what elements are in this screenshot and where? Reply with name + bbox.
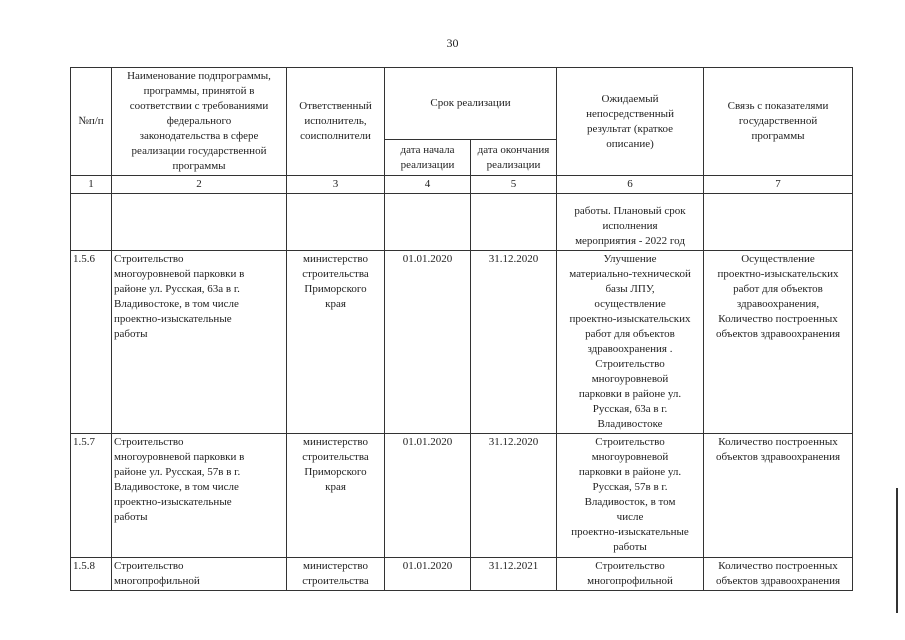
header-name	[112, 68, 287, 176]
header-result-line: результат (краткое	[586, 122, 674, 135]
header-end	[471, 140, 557, 176]
column-number: 2	[112, 176, 287, 194]
link-line: объектов здравоохранения	[715, 575, 841, 587]
table-row-continuation	[71, 194, 853, 251]
name-line: районе ул. Русская, 57в в г.	[114, 466, 241, 478]
header-period	[385, 68, 557, 140]
result-line: Строительство	[595, 358, 665, 370]
header-name-line: законодательства в сфере	[139, 130, 259, 142]
result-line: Русская, 57в в г.	[592, 481, 668, 493]
cell-link	[704, 434, 853, 558]
name-line: работы	[114, 328, 148, 340]
cell-responsible	[287, 251, 385, 434]
column-number-row	[71, 176, 853, 194]
responsible-line: Приморского	[304, 466, 367, 478]
header-result	[557, 68, 704, 176]
scan-edge-mark	[896, 488, 898, 613]
header-name-line: программы, принятой в	[143, 85, 255, 97]
header-end-line: реализации	[486, 158, 541, 171]
result-line: многоуровневой	[591, 373, 669, 385]
column-number: 4	[385, 176, 471, 194]
responsible-line: строительства	[302, 451, 369, 463]
header-resp-line: Ответственный	[299, 100, 372, 112]
header-period-text: Срок реализации	[430, 97, 511, 110]
cell-result	[557, 434, 704, 558]
link-line: здравоохранения,	[736, 298, 820, 310]
table-row	[71, 558, 853, 591]
name-line: Строительство	[114, 560, 184, 572]
cell-link	[704, 251, 853, 434]
result-line: работы	[613, 541, 647, 553]
result-line: работ для объектов	[585, 328, 675, 340]
link-line: объектов здравоохранения	[715, 328, 841, 340]
result-line: Строительство	[595, 560, 665, 572]
column-number: 6	[557, 176, 704, 194]
cell-responsible	[287, 194, 385, 251]
result-line: Владивосток, в том	[584, 496, 676, 508]
result-line: многоуровневой	[591, 451, 669, 463]
header-start-line: реализации	[400, 158, 455, 171]
cell-link	[704, 558, 853, 591]
result-line: Строительство	[595, 436, 665, 448]
cell-name	[112, 194, 287, 251]
header-name-line: реализации государственной	[131, 145, 267, 157]
cell-start	[385, 194, 471, 251]
header-name-line: федерального	[166, 115, 232, 127]
program-table	[70, 67, 853, 591]
cell-num	[71, 194, 112, 251]
cell-name	[112, 434, 287, 558]
header-start	[385, 140, 471, 176]
header-end-line: дата окончания	[477, 143, 550, 156]
responsible-line: строительства	[302, 268, 369, 280]
link-line: работ для объектов	[733, 283, 823, 295]
header-resp-line: исполнитель,	[304, 115, 367, 127]
link-line: Количество построенных	[718, 313, 838, 325]
header-result-line: описание)	[606, 137, 654, 150]
header-responsible	[287, 68, 385, 176]
header-result-line: непосредственный	[586, 107, 674, 120]
result-line: Русская, 63а в г.	[592, 403, 668, 415]
responsible-line: края	[325, 298, 346, 310]
cell-num: 1.5.6	[71, 251, 112, 434]
header-link-line: государственной	[738, 115, 818, 127]
cell-start: 01.01.2020	[385, 558, 471, 591]
cell-responsible	[287, 558, 385, 591]
cell-start: 01.01.2020	[385, 251, 471, 434]
result-line: работы. Плановый срок	[574, 205, 686, 217]
header-link-line: Связь с показателями	[727, 100, 829, 112]
name-line: Строительство	[114, 436, 184, 448]
header-link	[704, 68, 853, 176]
cell-name	[112, 251, 287, 434]
cell-responsible	[287, 434, 385, 558]
cell-link	[704, 194, 853, 251]
result-line: Владивостоке	[597, 418, 663, 430]
result-line: мероприятия - 2022 год	[575, 235, 685, 247]
column-number: 1	[71, 176, 112, 194]
result-line: базы ЛПУ,	[605, 283, 655, 295]
cell-num: 1.5.7	[71, 434, 112, 558]
name-line: Строительство	[114, 253, 184, 265]
result-line: проектно-изыскательских	[569, 313, 691, 325]
name-line: проектно-изыскательные	[114, 496, 232, 508]
header-num	[71, 68, 112, 176]
responsible-line: Приморского	[304, 283, 367, 295]
cell-end	[471, 194, 557, 251]
name-line: Владивостоке, в том числе	[114, 481, 239, 493]
link-line: Количество построенных	[718, 560, 838, 572]
responsible-line: министерство	[302, 253, 368, 265]
link-line: объектов здравоохранения	[715, 451, 841, 463]
responsible-line: министерство	[302, 560, 368, 572]
cell-num: 1.5.8	[71, 558, 112, 591]
result-line: здравоохранения .	[587, 343, 673, 355]
result-line: парковки в районе ул.	[578, 388, 682, 400]
link-line: Количество построенных	[718, 436, 838, 448]
result-line: осуществление	[594, 298, 666, 310]
result-line: многопрофильной	[587, 575, 673, 587]
cell-start: 01.01.2020	[385, 434, 471, 558]
result-line: проектно-изыскательные	[571, 526, 689, 538]
name-line: многопрофильной	[114, 575, 200, 587]
header-resp-line: соисполнители	[300, 130, 371, 142]
responsible-line: министерство	[302, 436, 368, 448]
result-line: материально-технической	[569, 268, 691, 280]
header-result-line: Ожидаемый	[601, 92, 659, 105]
cell-end: 31.12.2020	[471, 251, 557, 434]
name-line: работы	[114, 511, 148, 523]
cell-end: 31.12.2020	[471, 434, 557, 558]
result-line: исполнения	[602, 220, 658, 232]
cell-result	[557, 558, 704, 591]
responsible-line: строительства	[302, 575, 369, 587]
cell-name	[112, 558, 287, 591]
result-line: парковки в районе ул.	[578, 466, 682, 478]
header-name-line: Наименование подпрограммы,	[127, 70, 271, 82]
header-link-line: программы	[751, 130, 805, 142]
link-line: Осуществление	[741, 253, 815, 265]
link-line: проектно-изыскательских	[717, 268, 839, 280]
cell-result	[557, 251, 704, 434]
name-line: проектно-изыскательные	[114, 313, 232, 325]
result-line: числе	[616, 511, 644, 523]
column-number: 7	[704, 176, 853, 194]
cell-end: 31.12.2021	[471, 558, 557, 591]
header-num-text: №п/п	[78, 115, 104, 127]
name-line: многоуровневой парковки в	[114, 268, 245, 280]
page-number: 30	[446, 36, 459, 50]
responsible-line: края	[325, 481, 346, 493]
result-line: Улучшение	[603, 253, 657, 265]
column-number: 3	[287, 176, 385, 194]
header-start-line: дата начала	[400, 143, 455, 156]
name-line: Владивостоке, в том числе	[114, 298, 239, 310]
table-row	[71, 251, 853, 434]
table-row	[71, 434, 853, 558]
header-name-line: соответствии с требованиями	[129, 100, 269, 112]
header-name-line: программы	[172, 160, 226, 172]
cell-result	[557, 194, 704, 251]
name-line: районе ул. Русская, 63а в г.	[114, 283, 240, 295]
header-row	[71, 68, 853, 140]
name-line: многоуровневой парковки в	[114, 451, 245, 463]
column-number: 5	[471, 176, 557, 194]
